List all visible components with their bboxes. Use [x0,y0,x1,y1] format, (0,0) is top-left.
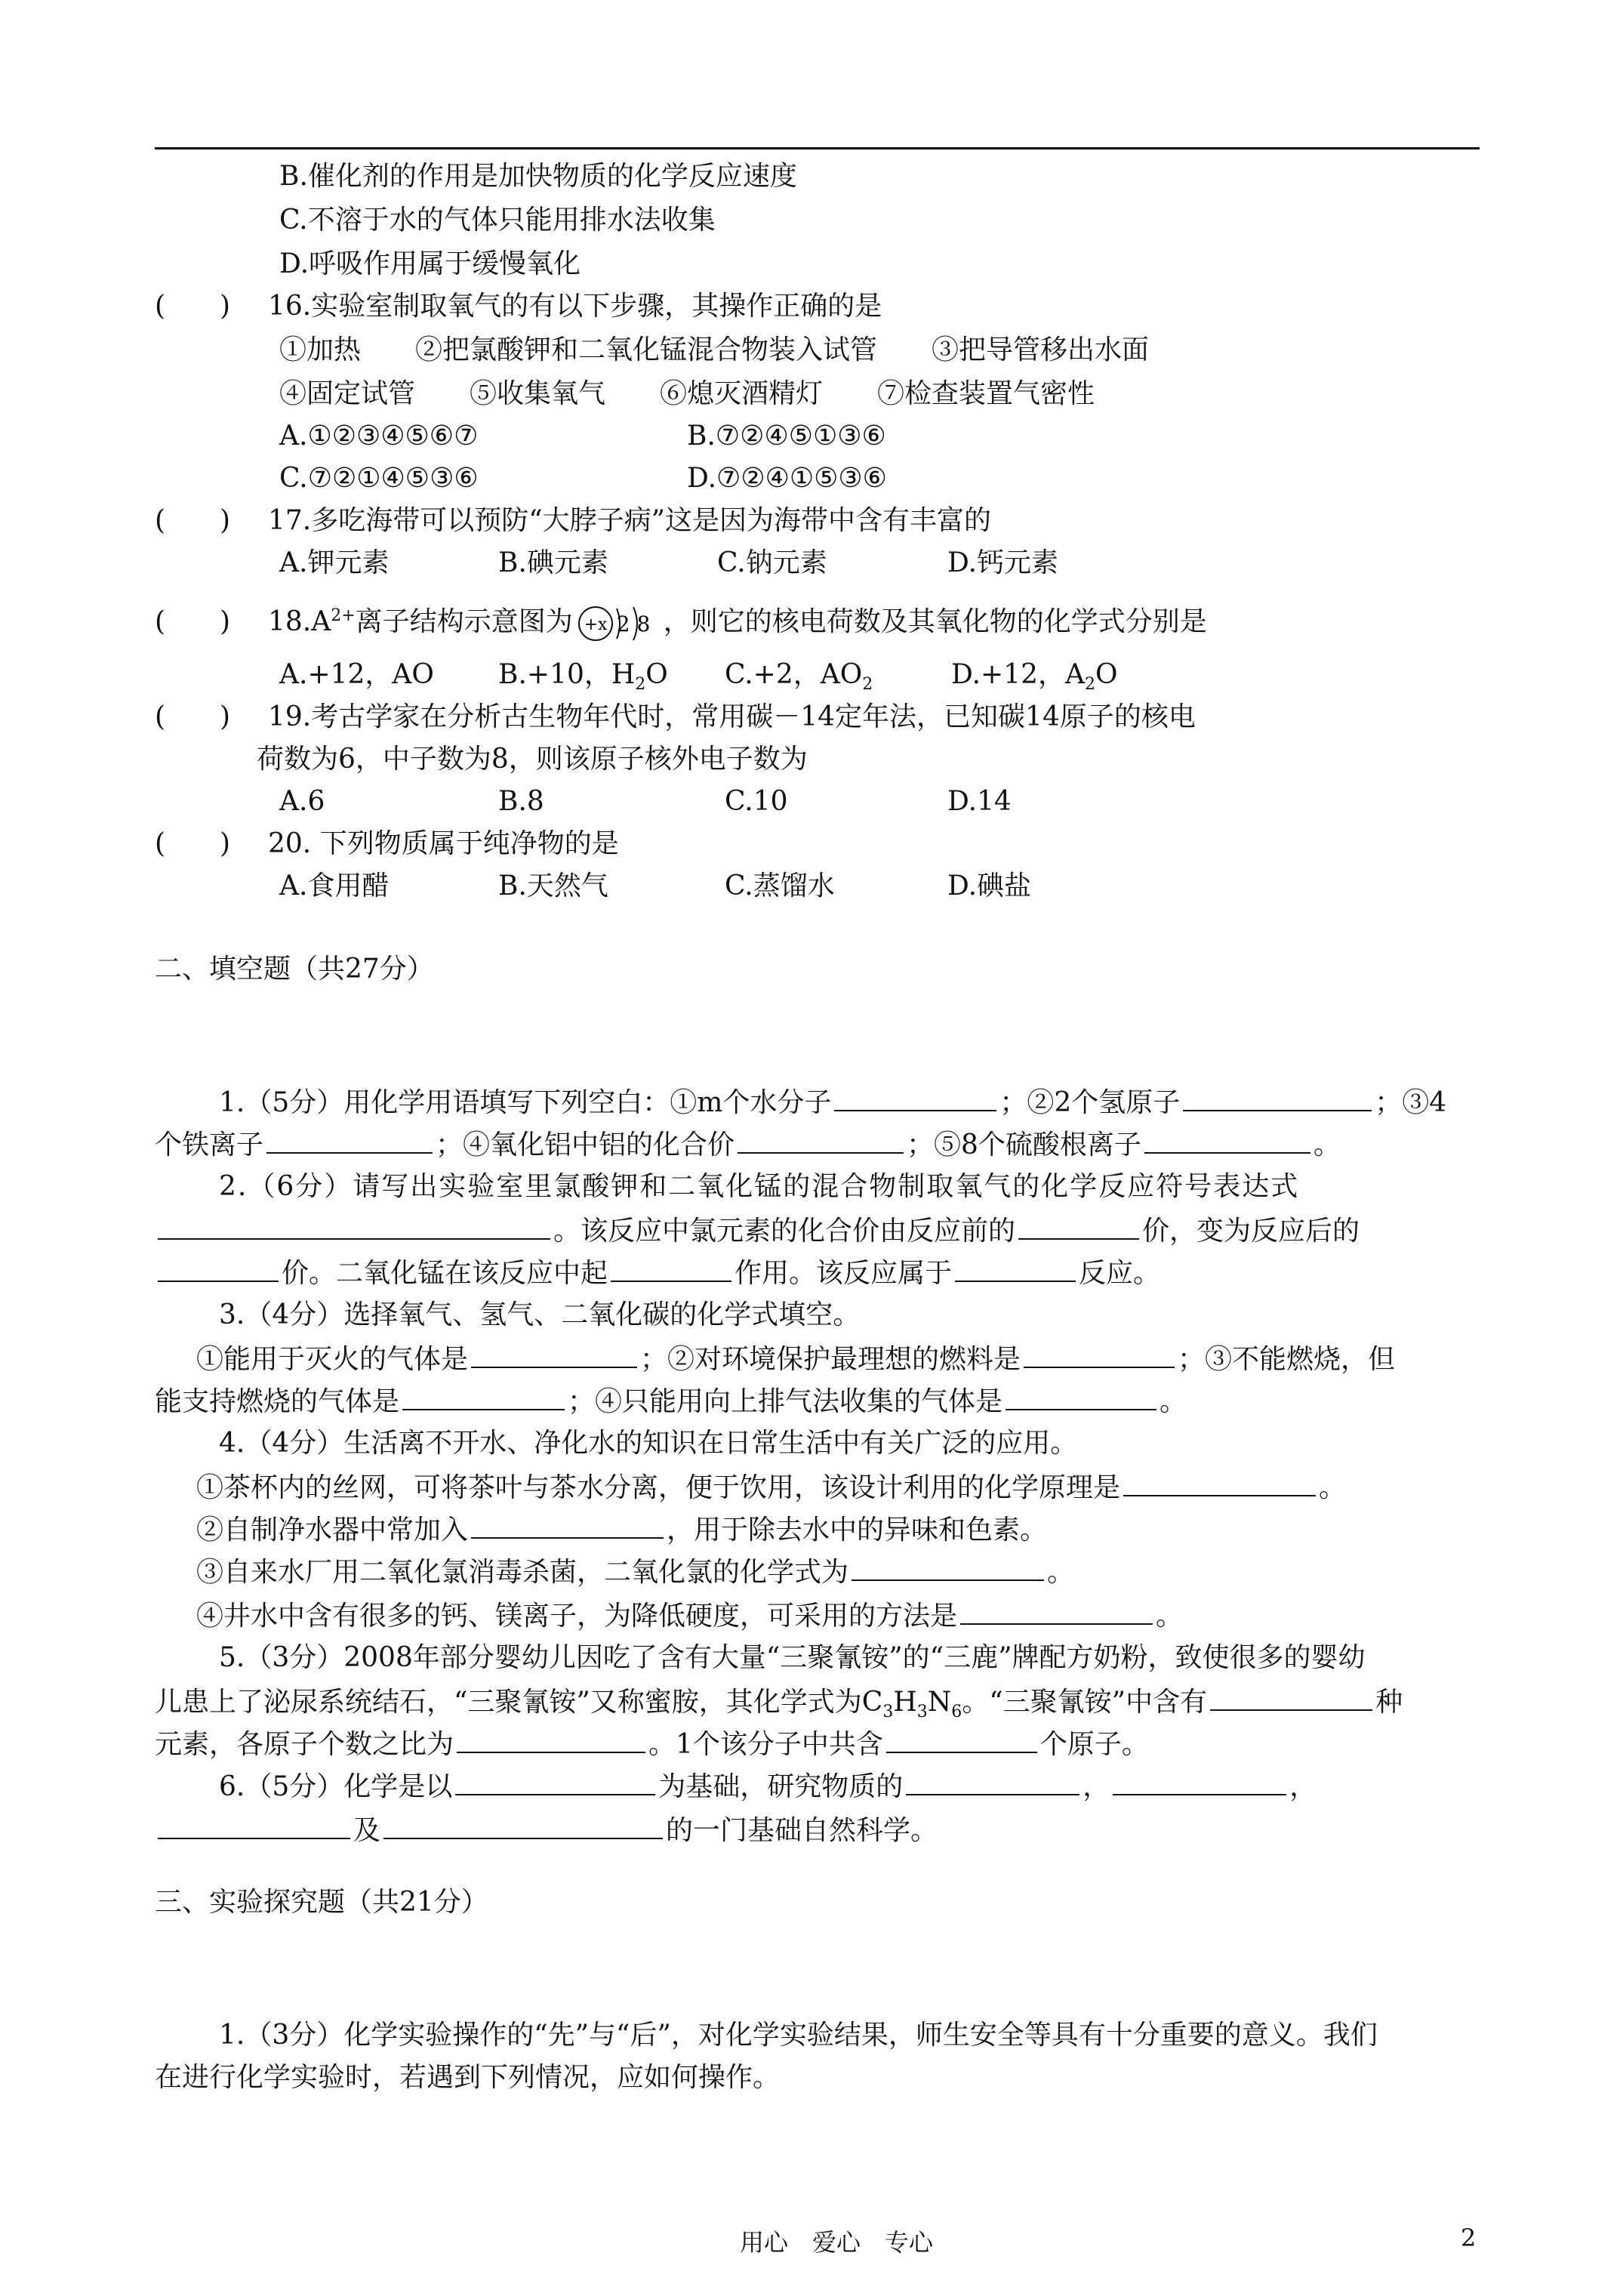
answer-blank[interactable] [455,1770,655,1795]
q20-option-c: C.蒸馏水 [725,871,835,901]
answer-blank[interactable] [1123,1471,1316,1496]
q16-option-b: B.⑦②④⑤①③⑥ [687,421,886,451]
answer-blank[interactable] [457,1727,645,1753]
q19-option-d: D.14 [947,786,1012,817]
q15-option-c: C.不溶于水的气体只能用排水法收集 [279,205,716,236]
answer-blank[interactable] [1018,1214,1139,1240]
answer-blank[interactable] [158,1256,279,1282]
answer-bracket: ( ) [155,291,231,322]
exp1-line2: 在进行化学实验时，若遇到下列情况，应如何操作。 [155,2062,781,2093]
answer-blank[interactable] [402,1385,565,1410]
fill4-line2: ①茶杯内的丝网，可将茶叶与茶水分离，便于饮用，该设计利用的化学原理是 。 [196,1472,1347,1503]
answer-bracket: ( ) [155,606,231,637]
answer-blank[interactable] [158,1814,350,1839]
answer-blank[interactable] [471,1513,664,1539]
answer-bracket: ( ) [155,828,231,859]
fill4-line4: ③自来水厂用二氧化氯消毒杀菌，二氧化氯的化学式为 。 [196,1557,1075,1588]
q17-option-c: C.钠元素 [717,547,827,578]
fill2-line2: 。该反应中氯元素的化合价由反应前的 价，变为反应后的 [155,1214,1360,1248]
q16-option-a: A.①②③④⑤⑥⑦ [279,421,479,451]
q19-option-c: C.10 [725,786,788,817]
fill2-line1: 2.（6分）请写出实验室里氯酸钾和二氧化锰的混合物制取氧气的化学反应符号表达式 [219,1171,1300,1202]
q16-option-c: C.⑦②①④⑤③⑥ [279,463,479,494]
q20-stem: 20. 下列物质属于纯净物的是 [268,828,619,859]
fill4-line1: 4.（4分）生活离不开水、净化水的知识在日常生活中有关广泛的应用。 [219,1428,1078,1459]
exp1-line1: 1.（3分）化学实验操作的“先”与“后”，对化学实验结果，师生安全等具有十分重要的意义。我们 [219,2020,1378,2051]
answer-blank[interactable] [906,1770,1079,1795]
answer-blank[interactable] [1144,1128,1310,1154]
answer-blank[interactable] [1024,1342,1175,1368]
q15-option-b: B.催化剂的作用是加快物质的化学反应速度 [279,161,797,192]
q20-option-a: A.食用醋 [279,871,390,901]
q18-option-c: C.+2，$AO_2$ [725,659,873,695]
answer-blank[interactable] [1113,1770,1286,1795]
q16-stem: 16.实验室制取氧气的有以下步骤，其操作正确的是 [268,291,882,322]
page-number: 2 [1461,2224,1477,2252]
answer-blank[interactable] [1006,1385,1156,1410]
fill5-line1: 5.（3分）2008年部分婴幼儿因吃了含有大量“三聚氰铵”的“三鹿”牌配方奶粉，致使很多的婴幼 [219,1642,1366,1673]
q17-option-a: A.钾元素 [279,547,390,578]
q20-question [155,827,619,861]
q19-option-a: A.6 [279,786,325,817]
q16-steps-line2: ④固定试管 ⑤收集氧气 ⑥熄灭酒精灯 ⑦检查装置气密性 [279,378,1095,409]
ion-shell-electrons: 2 8 [616,612,650,636]
header-rule [155,147,1480,149]
section3-title: 三、实验探究题（共21分） [155,1887,488,1918]
answer-blank[interactable] [886,1727,1037,1753]
answer-blank[interactable] [834,1086,996,1111]
q17-option-d: D.钙元素 [947,547,1059,578]
fill4-line3: ②自制净水器中常加入 ，用于除去水中的异味和色素。 [196,1515,1048,1546]
q19-question [155,701,1196,734]
q17-stem: 17.多吃海带可以预防“大脖子病”这是因为海带中含有丰富的 [268,505,992,536]
q20-option-d: D.碘盐 [947,871,1032,901]
answer-blank[interactable] [852,1555,1044,1581]
footer-motto: 用心 爱心 专心 [740,2228,934,2257]
section2-title: 二、填空题（共27分） [155,954,434,985]
answer-blank[interactable] [611,1256,731,1282]
answer-blank[interactable] [738,1128,904,1154]
q18-option-a: A.+12，AO [279,659,434,690]
fill5-line3: 元素，各原子个数之比为 。1个该分子中共含 个原子。 [155,1729,1149,1760]
q18-option-b: B.+10，$H_2O$ [498,659,668,695]
answer-blank[interactable] [1210,1685,1372,1711]
fill3-line1: 3.（4分）选择氧气、氢气、二氧化碳的化学式填空。 [219,1299,861,1330]
fill1-line2: 个铁离子 ；④氧化铝中铝的化合价 ；⑤8个硫酸根离子 。 [155,1130,1341,1160]
answer-blank[interactable] [955,1256,1076,1282]
answer-bracket: ( ) [155,505,231,536]
answer-blank[interactable] [266,1128,433,1154]
q20-option-b: B.天然气 [498,871,608,901]
answer-blank[interactable] [960,1599,1153,1625]
fill4-line5: ④井水中含有很多的钙、镁离子，为降低硬度，可采用的方法是 。 [196,1601,1184,1632]
q17-question [155,504,991,538]
ion-nucleus-charge: +x [584,615,608,634]
q18-question: ( ) $18.A^{2+}$离子结构示意图为 +x 2 8 ，则它的核电荷数及其氧化物的化学式分别是 [155,599,1207,646]
answer-blank[interactable] [471,1342,637,1368]
fill2-line3: 价。二氧化锰在该反应中起 作用。该反应属于 反应。 [155,1256,1160,1290]
fill6-line1: 6.（5分）化学是以 为基础，研究物质的 ， ， [219,1771,1317,1802]
q18-option-d: D.+12，$A_2O$ [951,659,1118,695]
q19-stem: 19.考古学家在分析古生物年代时，常用碳－14定年法，已知碳14原子的核电 [268,701,1196,732]
q17-option-b: B.碘元素 [498,547,608,578]
q15-option-d: D.呼吸作用属于缓慢氧化 [279,248,581,279]
q19-option-b: B.8 [498,786,544,817]
fill6-line2: 及 的一门基础自然科学。 [155,1814,938,1848]
answer-blank[interactable] [383,1814,663,1839]
fill3-line3: 能支持燃烧的气体是 ；④只能用向上排气法收集的气体是 。 [155,1386,1187,1417]
q16-option-d: D.⑦②④①⑤③⑥ [687,463,887,494]
answer-blank[interactable] [158,1214,550,1240]
fill1-line1: 1.（5分）用化学用语填写下列空白：①m个水分子 ；②2个氢原子 ；③4 [219,1087,1447,1118]
fill3-line2: ①能用于灭火的气体是 ；②对环境保护最理想的燃料是 ；③不能燃烧，但 [196,1344,1396,1375]
q16-question [155,290,882,323]
q16-steps-line1: ①加热 ②把氯酸钾和二氧化锰混合物装入试管 ③把导管移出水面 [279,334,1150,365]
answer-blank[interactable] [1183,1086,1372,1111]
fill5-line2: 儿患上了泌尿系统结石，“三聚氰铵”又称蜜胺，其化学式为$C_3H_3N_6$。“三聚氰铵”中含有 种 [155,1687,1403,1722]
answer-bracket: ( ) [155,701,231,732]
q19-stem-line2: 荷数为6，中子数为8，则该原子核外电子数为 [257,744,808,775]
ion-structure-diagram [573,601,664,646]
